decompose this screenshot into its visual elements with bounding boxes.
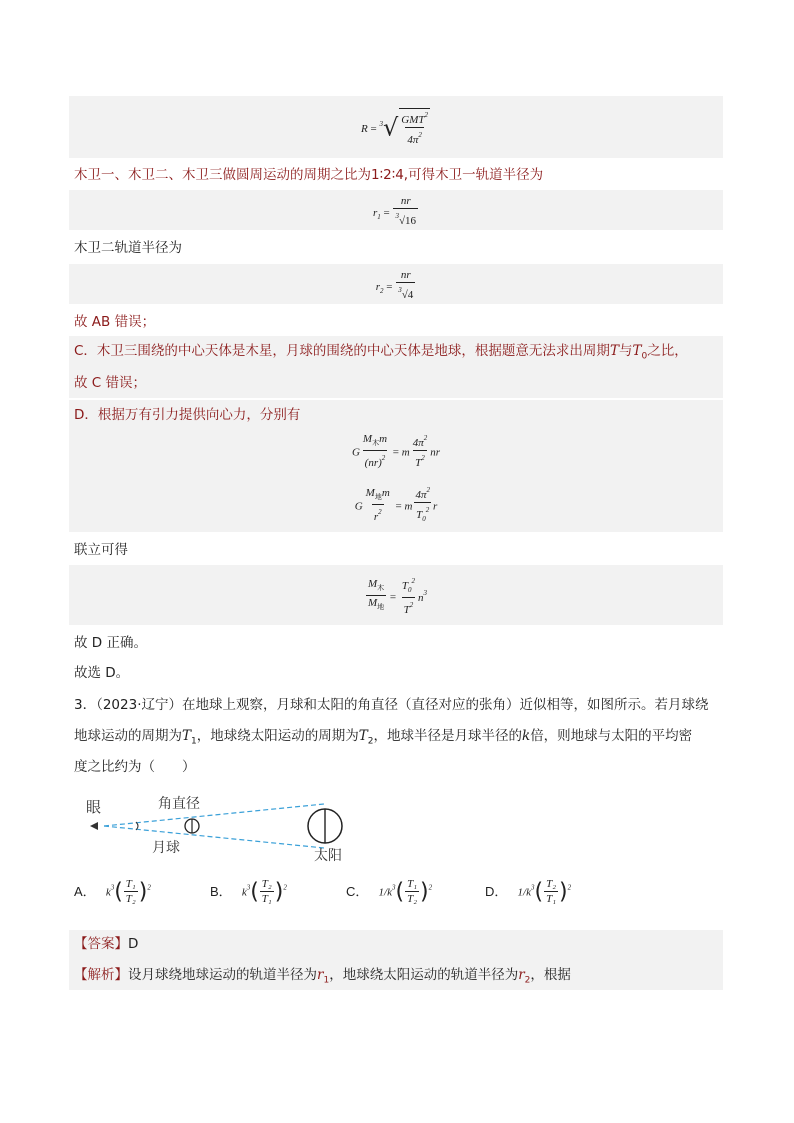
formula-block-R — [69, 96, 723, 158]
eye-icon — [90, 822, 98, 830]
line-choose-d: 故选 D。 — [74, 665, 130, 681]
option-d[interactable]: D． $1/k^3$( $\frac{\text{T₂}}{\text{T₁}}$ )$^2$ — [485, 878, 572, 905]
line-c-explain: C．木卫三围绕的中心天体是木星，月球的围绕的中心天体是地球，根据题意无法求出周期T与$T_0$之比， — [74, 343, 688, 362]
formula-R: R = $^3$√ $\frac{GMT^2}{4\pi^2}$ — [69, 108, 723, 147]
formula-block-r2 — [69, 264, 723, 304]
line-d-correct: 故 D 正确。 — [74, 635, 147, 651]
option-a[interactable]: A． $k^3$( $\frac{\text{T₁}}{\text{T₂}}$ )$^2$ — [74, 878, 151, 905]
line-ab-wrong: 故 AB 错误； — [74, 314, 156, 330]
diagram-angle-label: 角直径 — [158, 796, 200, 812]
line-r2-intro: 木卫二轨道半径为 — [74, 240, 182, 256]
formula-block-r1 — [69, 190, 723, 230]
diagram-sun-label: 太阳 — [314, 848, 342, 864]
angular-diameter-diagram — [80, 792, 360, 872]
analysis-line: 【解析】设月球绕地球运动的轨道半径为$r_1$，地球绕太阳运动的轨道半径为$r_2$，根据 — [74, 967, 571, 986]
formula-r1: $r_1$ = $\frac{nr}{^3√16}$ — [372, 195, 417, 227]
line-lianli: 联立可得 — [74, 542, 128, 558]
option-b[interactable]: B． $k^3$( $\frac{\text{T₂}}{\text{T₁}}$ )$^2$ — [210, 878, 287, 905]
q3-line1: 3．（2023·辽宁）在地球上观察，月球和太阳的角直径（直径对应的张角）近似相等，如图所示。若月球绕 — [74, 697, 709, 713]
q3-line2: 地球运动的周期为$T_1$，地球绕太阳运动的周期为$T_2$，地球半径是月球半径的k倍，则地球与太阳的平均密 — [74, 728, 693, 747]
diagram-eye-label: 眼 — [86, 798, 102, 816]
formula-gravity-jupiter: G $\frac{M_木m}{(nr)^2}$ = m $\frac{4\pi^2}{T^2}$ nr — [351, 432, 441, 469]
answer-line: 【答案】D — [74, 936, 139, 952]
formula-r2: $r_2$ = $\frac{nr}{^3√4}$ — [375, 269, 414, 301]
line-c-wrong: 故 C 错误； — [74, 375, 147, 391]
formula-gravity-earth: G $\frac{M_地m}{r^2}$ = m $\frac{4\pi^2}{T_0^2}$ r — [69, 484, 723, 524]
formula-mass-ratio: $\frac{M_木}{M_地}$ = $\frac{T_0^2}{T^2}$ $n^3$ — [367, 577, 427, 616]
line-d-intro: D．根据万有引力提供向心力，分别有 — [74, 407, 301, 423]
q3-line3: 度之比约为（ ） — [74, 759, 196, 775]
diagram-moon-label: 月球 — [152, 840, 180, 856]
option-c[interactable]: C． $1/k^3$( $\frac{\text{T₁}}{\text{T₂}}$ )$^2$ — [346, 878, 433, 905]
line-period-ratio: 木卫一、木卫二、木卫三做圆周运动的周期之比为1∶2∶4,可得木卫一轨道半径为 — [74, 167, 544, 183]
formula-block-mass-ratio — [69, 565, 723, 625]
